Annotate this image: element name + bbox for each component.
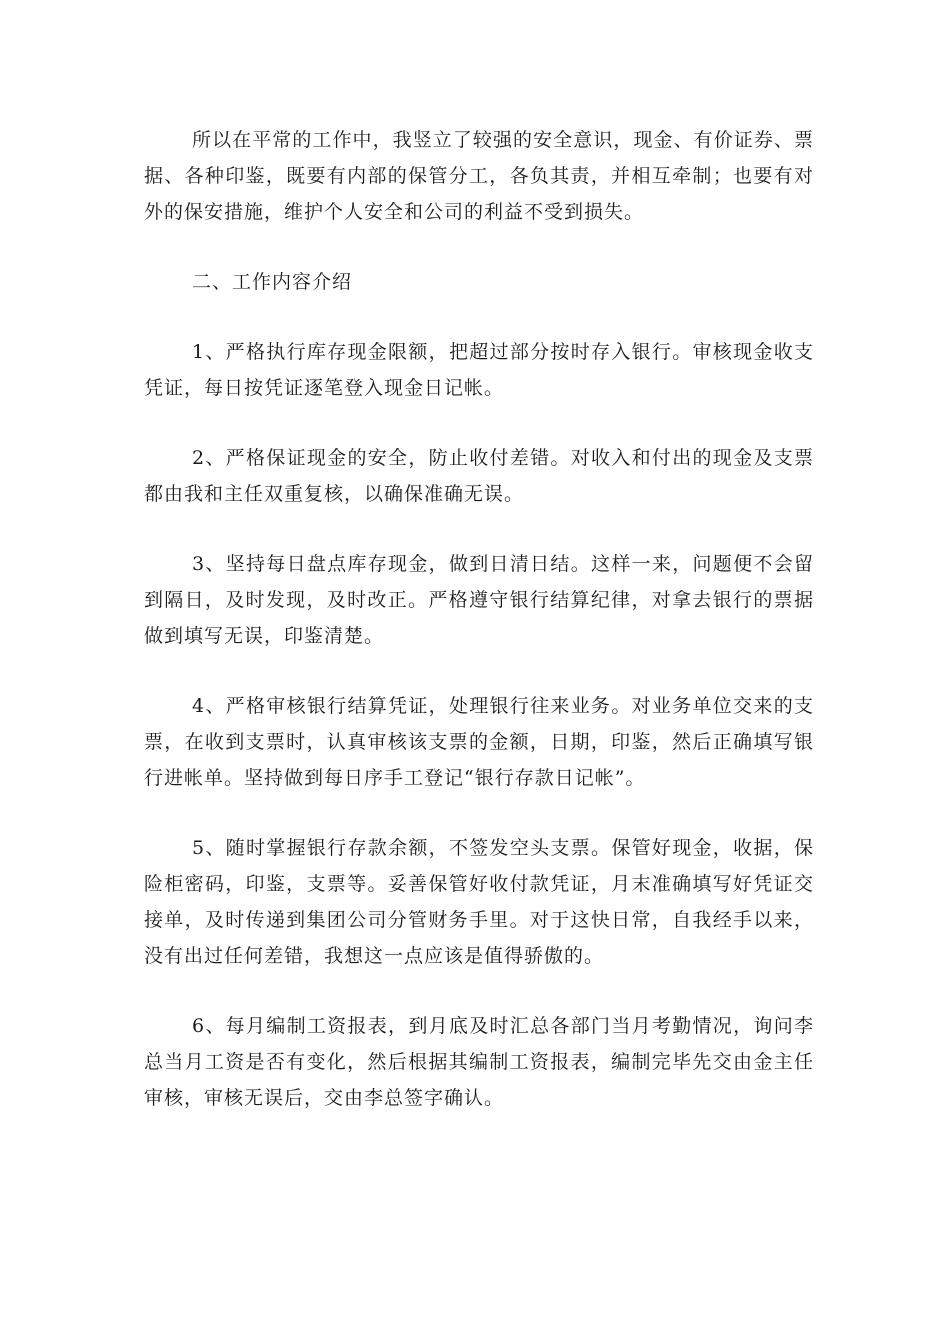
intro-paragraph: 所以在平常的工作中，我竖立了较强的安全意识，现金、有价证券、票据、各种印鉴，既要有内部的保管分工，各负其责，并相互牵制；也要有对外的保安措施，维护个人安全和公司的利益不受到损失。 bbox=[144, 129, 814, 223]
list-item: 2、严格保证现金的安全，防止收付差错。对收入和付出的现金及支票都由我和主任双重复核，以确保准确无误。 bbox=[144, 447, 814, 505]
section-heading: 二、工作内容介绍 bbox=[192, 271, 353, 293]
document-body bbox=[144, 122, 814, 1150]
list-item: 1、严格执行库存现金限额，把超过部分按时存入银行。审核现金收支凭证，每日按凭证逐笔登入现金日记帐。 bbox=[144, 341, 814, 399]
list-item: 6、每月编制工资报表，到月底及时汇总各部门当月考勤情况，询问李总当月工资是否有变化，然后根据其编制工资报表，编制完毕先交由金主任审核，审核无误后，交由李总签字确认。 bbox=[144, 1015, 814, 1109]
list-item: 4、严格审核银行结算凭证，处理银行往来业务。对业务单位交来的支票，在收到支票时，认真审核该支票的金额，日期，印鉴，然后正确填写银行进帐单。坚持做到每日序手工登记“银行存款日记帐”。 bbox=[144, 695, 814, 789]
list-item: 3、坚持每日盘点库存现金，做到日清日结。这样一来，问题便不会留到隔日，及时发现，及时改正。严格遵守银行结算纪律，对拿去银行的票据做到填写无误，印鉴清楚。 bbox=[144, 553, 814, 647]
list-item: 5、随时掌握银行存款余额，不签发空头支票。保管好现金，收据，保险柜密码，印鉴，支票等。妥善保管好收付款凭证，月末准确填写好凭证交接单，及时传递到集团公司分管财务手里。对于这快日常，自我经手以来，没有出过任何差错，我想这一点应该是值得骄傲的。 bbox=[144, 837, 814, 967]
